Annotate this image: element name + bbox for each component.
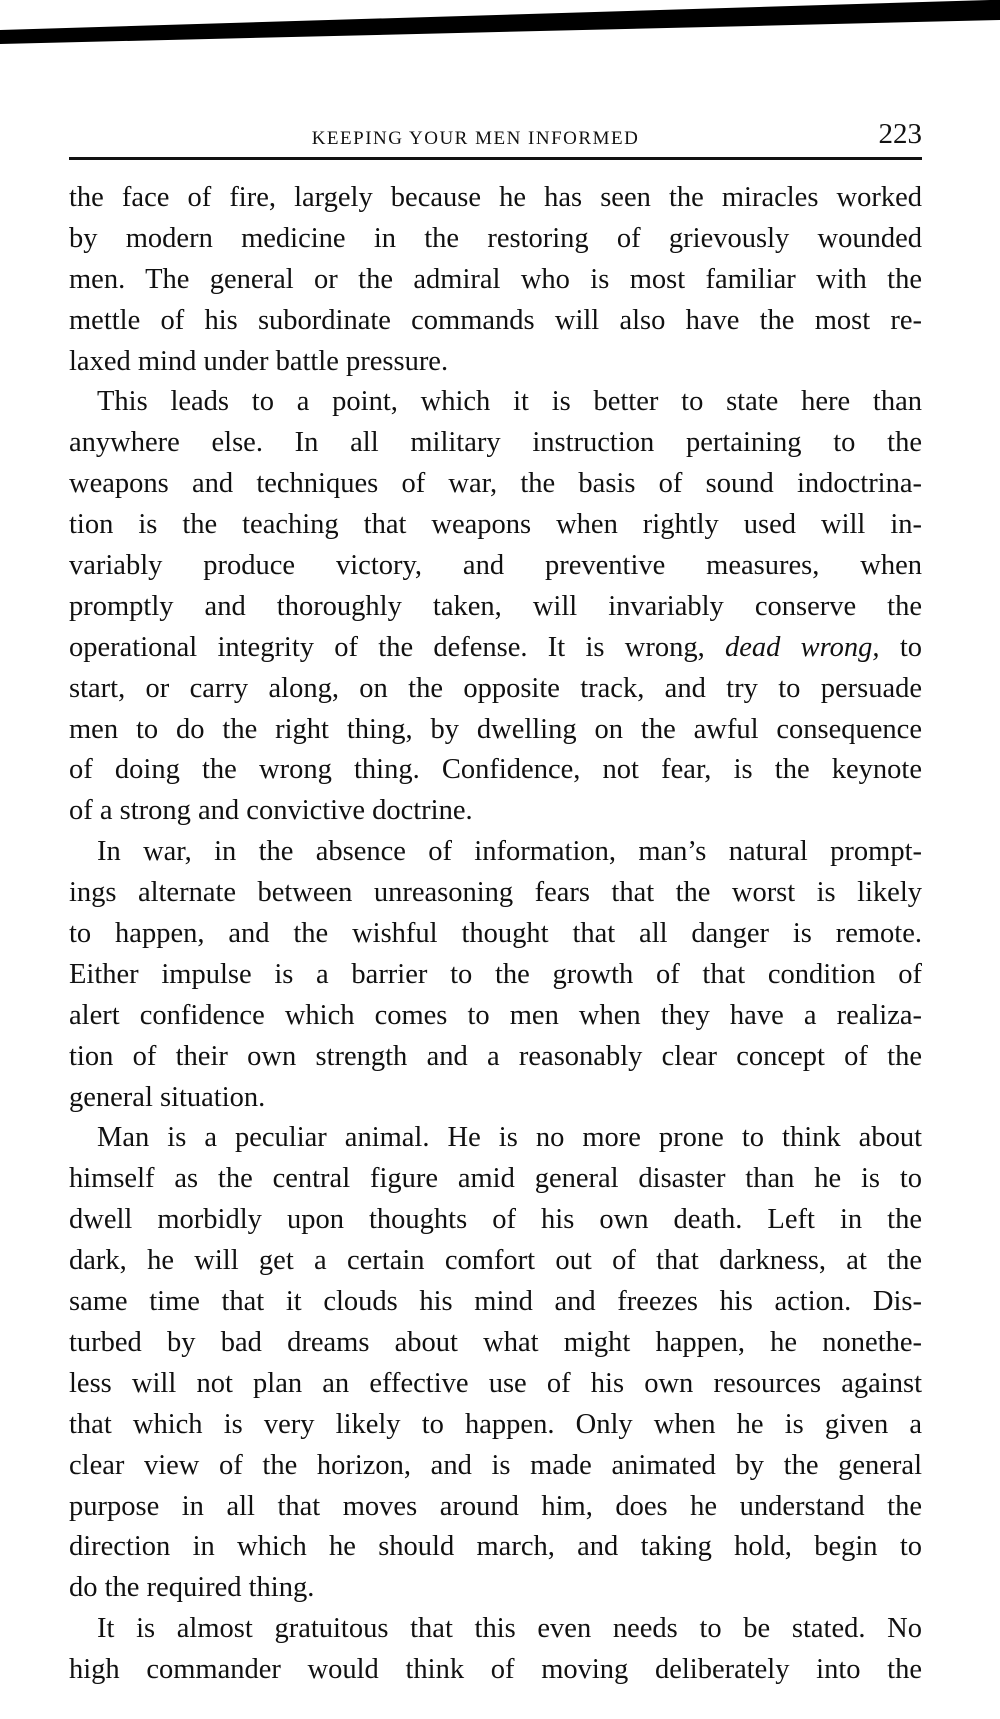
text-line: start, or carry along, on the opposite track, and try to persuade: [69, 672, 922, 704]
running-title: KEEPING YOUR MEN INFORMED: [311, 128, 640, 149]
text-line: promptly and thoroughly taken, will invariably conserve the: [69, 590, 922, 622]
text-line: operational integrity of the defense. It is wrong, dead wrong, to: [69, 631, 922, 663]
text-line: anywhere else. In all military instruction pertaining to the: [69, 427, 922, 459]
text-line: to happen, and the wishful thought that all danger is remote.: [69, 918, 922, 950]
text-line: clear view of the horizon, and is made animated by the general: [69, 1449, 922, 1481]
text-line: less will not plan an effective use of his own resources against: [69, 1367, 922, 1399]
paragraph: [69, 1118, 922, 1609]
text-line: laxed mind under battle pressure.: [69, 345, 449, 377]
text-line: In war, in the absence of information, man’s natural prompt-: [97, 836, 922, 868]
paragraph: [69, 382, 922, 832]
text-line: tion is the teaching that weapons when rightly used will in-: [69, 509, 922, 541]
scan-edge-bar: [0, 0, 1000, 50]
text-line: the face of fire, largely because he has seen the miracles worked: [69, 182, 922, 213]
text-line: Either impulse is a barrier to the growth of that condition of: [69, 958, 922, 990]
text-line: by modern medicine in the restoring of grievously wounded: [69, 222, 922, 254]
text-line: himself as the central figure amid general disaster than he is to: [69, 1163, 922, 1195]
text-line: tion of their own strength and a reasonably clear concept of the: [69, 1040, 922, 1072]
text-line: alert confidence which comes to men when they have a realiza-: [69, 999, 922, 1031]
text-line: ings alternate between unreasoning fears that the worst is likely: [69, 877, 922, 909]
text-line: men to do the right thing, by dwelling on the awful consequence: [69, 713, 922, 745]
text-line: weapons and techniques of war, the basis of sound indoctrina-: [69, 468, 922, 500]
header-rule: [69, 157, 922, 160]
paragraph: [69, 178, 922, 382]
text-line: turbed by bad dreams about what might happen, he nonethe-: [69, 1326, 922, 1358]
text-line: of a strong and convictive doctrine.: [69, 795, 473, 827]
text-line: mettle of his subordinate commands will also have the most re-: [69, 304, 922, 336]
text-line: This leads to a point, which it is better to state here than: [97, 386, 922, 418]
text-line: dwell morbidly upon thoughts of his own death. Left in the: [69, 1204, 922, 1236]
text-line: dark, he will get a certain comfort out of that darkness, at the: [69, 1245, 922, 1277]
text-line: men. The general or the admiral who is most familiar with the: [69, 263, 922, 295]
text-line: Man is a peculiar animal. He is no more prone to think about: [97, 1122, 922, 1154]
text-line: do the required thing.: [69, 1572, 315, 1604]
text-line: general situation.: [69, 1081, 266, 1113]
text-line: of doing the wrong thing. Confidence, not fear, is the keynote: [69, 754, 922, 786]
body-text: [69, 178, 922, 1691]
text-line: purpose in all that moves around him, does he understand the: [69, 1490, 922, 1522]
page-header: [69, 118, 922, 154]
page-number: 223: [878, 118, 922, 150]
text-line: It is almost gratuitous that this even needs to be stated. No: [97, 1613, 922, 1645]
paragraph: [69, 1609, 922, 1691]
text-line: direction in which he should march, and taking hold, begin to: [69, 1531, 922, 1563]
paragraph: [69, 832, 922, 1118]
text-line: that which is very likely to happen. Only when he is given a: [69, 1408, 922, 1440]
text-line: high commander would think of moving deliberately into the: [69, 1654, 922, 1686]
text-line: same time that it clouds his mind and freezes his action. Dis-: [69, 1286, 922, 1318]
text-line: variably produce victory, and preventive measures, when: [69, 550, 922, 582]
